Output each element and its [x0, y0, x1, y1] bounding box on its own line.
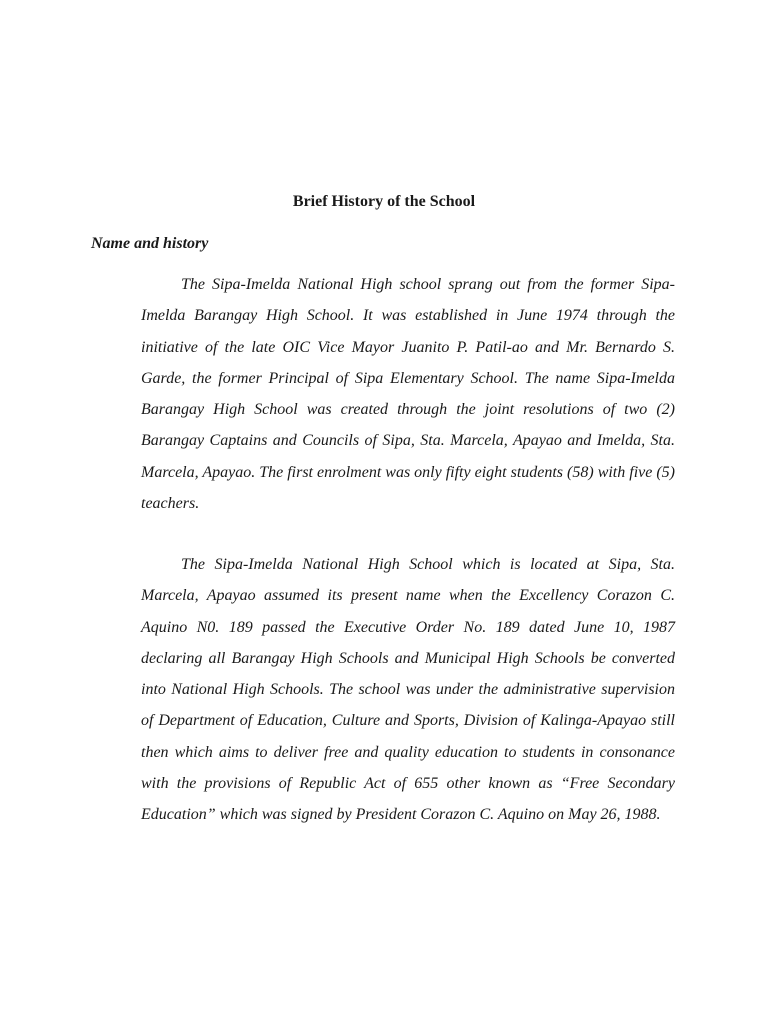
section-heading: Name and history [91, 235, 209, 252]
history-paragraph-2: The Sipa-Imelda National High School which is located at Sipa, Sta. Marcela, Apayao assumed its present name when the Excellency Corazon C. Aquino N0. 189 passed the Executive Order No. 189 dated June 10, 1987 declaring all Barangay High Schools and Municipal High Schools be converted into National High Schools. The school was under the administrative supervision of Department of Education, Culture and Sports, Division of Kalinga-Apayao still then which aims to deliver free and quality education to students in consonance with the provisions of Republic Act of 655 other known as “Free Secondary Education” which was signed by President Corazon C. Aquino on May 26, 1988. [141, 556, 675, 824]
document-title: Brief History of the School [292, 193, 476, 210]
history-paragraph-1: The Sipa-Imelda National High school sprang out from the former Sipa-Imelda Barangay High School. It was established in June 1974 through the initiative of the late OIC Vice Mayor Juanito P. Patil-ao and Mr. Bernardo S. Garde, the former Principal of Sipa Elementary School. The name Sipa-Imelda Barangay High School was created through the joint resolutions of two (2) Barangay Captains and Councils of Sipa, Sta. Marcela, Apayao and Imelda, Sta. Marcela, Apayao. The first enrolment was only fifty eight students (58) with five (5) teachers. [141, 276, 675, 513]
